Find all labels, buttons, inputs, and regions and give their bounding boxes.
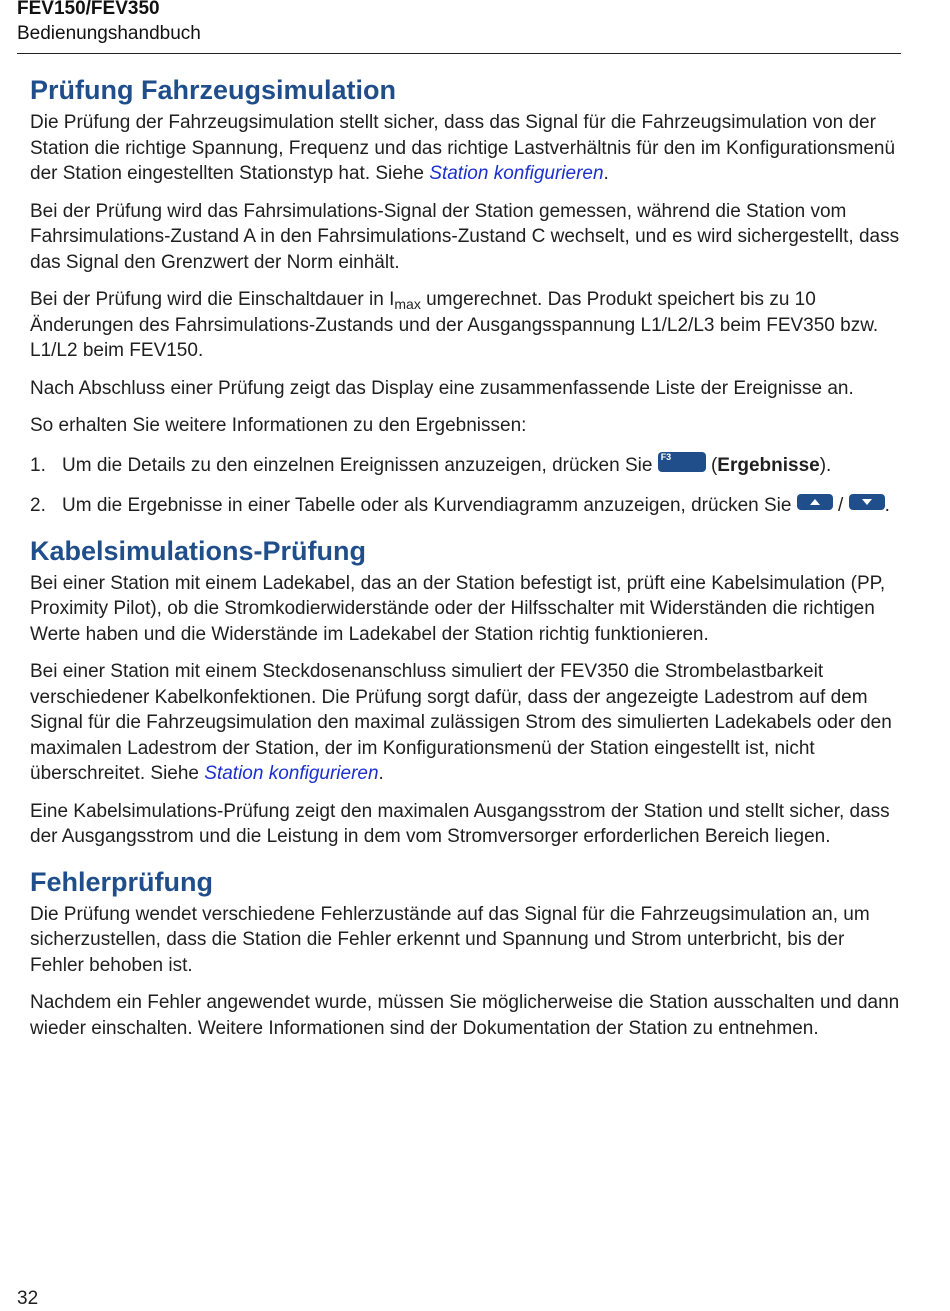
- step-text: ).: [819, 454, 832, 476]
- paragraph: So erhalten Sie weitere Informationen zu den Ergebnissen:: [30, 415, 527, 436]
- step-number: 1.: [30, 454, 46, 476]
- paragraph-text: umgerechnet. Das Produkt speichert bis zu 10 Änderungen des Fahrsimulations-Zustands und der Ausgangsspannung L1/L2/L3 beim FEV350 bzw. L1/L2 beim FEV150.: [30, 289, 879, 361]
- paragraph: Die Prüfung wendet verschiedene Fehlerzustände auf das Signal für die Fahrzeugsimulation an, um sicherzustellen, dass die Station die Fehler erkennt und Spannung und Strom unterbricht, bis der Fehler behoben ist.: [30, 903, 870, 976]
- f3-key-icon: [658, 452, 706, 472]
- document-title: Bedienungshandbuch: [17, 23, 201, 44]
- paragraph-text: Bei einer Station mit einem Steckdosenanschluss simuliert der FEV350 die Strombelastbarkeit verschiedener Kabelkonfektionen. Die Prüfung sorgt dafür, dass der angezeigte Ladestrom auf dem Signal für die Fahrzeugsimulation den maximal zulässigen Strom des simulierten Ladekabels oder den maximalen Ladestrom der Station, der im Konfigurationsmenü der Station eingestellt ist, nicht überschreitet. Siehe: [30, 661, 892, 784]
- paragraph: Eine Kabelsimulations-Prüfung zeigt den maximalen Ausgangsstrom der Station und stellt sicher, dass der Ausgangsstrom und die Leistung in dem vom Stromversorger erforderlichen Bereich liegen.: [30, 800, 890, 847]
- step-text: (: [705, 454, 718, 476]
- paragraph-end: .: [603, 163, 609, 184]
- paragraph: Nachdem ein Fehler angewendet wurde, müssen Sie möglicherweise die Station ausschalten und dann wieder einschalten. Weitere Informationen sind der Dokumentation der Station zu entnehmen.: [30, 992, 900, 1039]
- paragraph: Bei einer Station mit einem Ladekabel, das an der Station befestigt ist, prüft eine Kabelsimulation (PP, Proximity Pilot), ob die Stromkodierwiderstände oder der Hilfsschalter mit Widerständen die richtigen Werte haben und die Widerstände im Ladekabel der Station richtig funktionieren.: [30, 572, 886, 645]
- section-title-cable-simulation: Kabelsimulations-Prüfung: [30, 535, 367, 566]
- step-text: Um die Details zu den einzelnen Ereignissen anzuzeigen, drücken Sie: [62, 454, 658, 476]
- station-config-link[interactable]: Station konfigurieren: [429, 163, 604, 184]
- product-name: FEV150/FEV350: [17, 0, 160, 19]
- arrow-up-key-icon: [797, 494, 833, 510]
- subscript: max: [394, 296, 421, 312]
- page-number: 32: [17, 1288, 39, 1309]
- paragraph: [30, 287, 902, 364]
- step-text: .: [884, 494, 890, 516]
- paragraph-text: Bei der Prüfung wird die Einschaltdauer in I: [30, 289, 395, 310]
- step-text: Um die Ergebnisse in einer Tabelle oder als Kurvendiagramm anzuzeigen, drücken Sie: [62, 494, 797, 516]
- step-number: 2.: [30, 494, 46, 516]
- section-title-fault-test: Fehlerprüfung: [30, 866, 213, 897]
- key-label: F3: [660, 451, 672, 462]
- section-title-vehicle-simulation: Prüfung Fahrzeugsimulation: [30, 75, 397, 105]
- list-item: [30, 451, 902, 481]
- main-content: [30, 70, 902, 1053]
- step-text: /: [832, 494, 849, 516]
- station-config-link[interactable]: Station konfigurieren: [204, 763, 379, 784]
- paragraph: [30, 659, 902, 787]
- list-item: [30, 491, 902, 521]
- steps-list: [30, 451, 902, 521]
- paragraph-text: Die Prüfung der Fahrzeugsimulation stellt sicher, dass das Signal für die Fahrzeugsimulation von der Station die richtige Spannung, Frequenz und das richtige Lastverhältnis für den im Konfigurationsmenü der Station eingestellten Stationstyp hat. Siehe: [30, 112, 896, 184]
- results-label: Ergebnisse: [717, 454, 820, 476]
- paragraph-end: .: [378, 763, 384, 784]
- paragraph: Bei der Prüfung wird das Fahrsimulations-Signal der Station gemessen, während die Station vom Fahrsimulations-Zustand A in den Fahrsimulations-Zustand C wechselt, und es wird sichergestellt, dass das Signal den Grenzwert der Norm einhält.: [30, 200, 900, 273]
- paragraph: Nach Abschluss einer Prüfung zeigt das Display eine zusammenfassende Liste der Ereignisse an.: [30, 377, 854, 399]
- arrow-down-key-icon: [849, 494, 885, 510]
- header-divider: [17, 53, 901, 54]
- page-header: [17, 0, 901, 50]
- paragraph: [30, 110, 902, 187]
